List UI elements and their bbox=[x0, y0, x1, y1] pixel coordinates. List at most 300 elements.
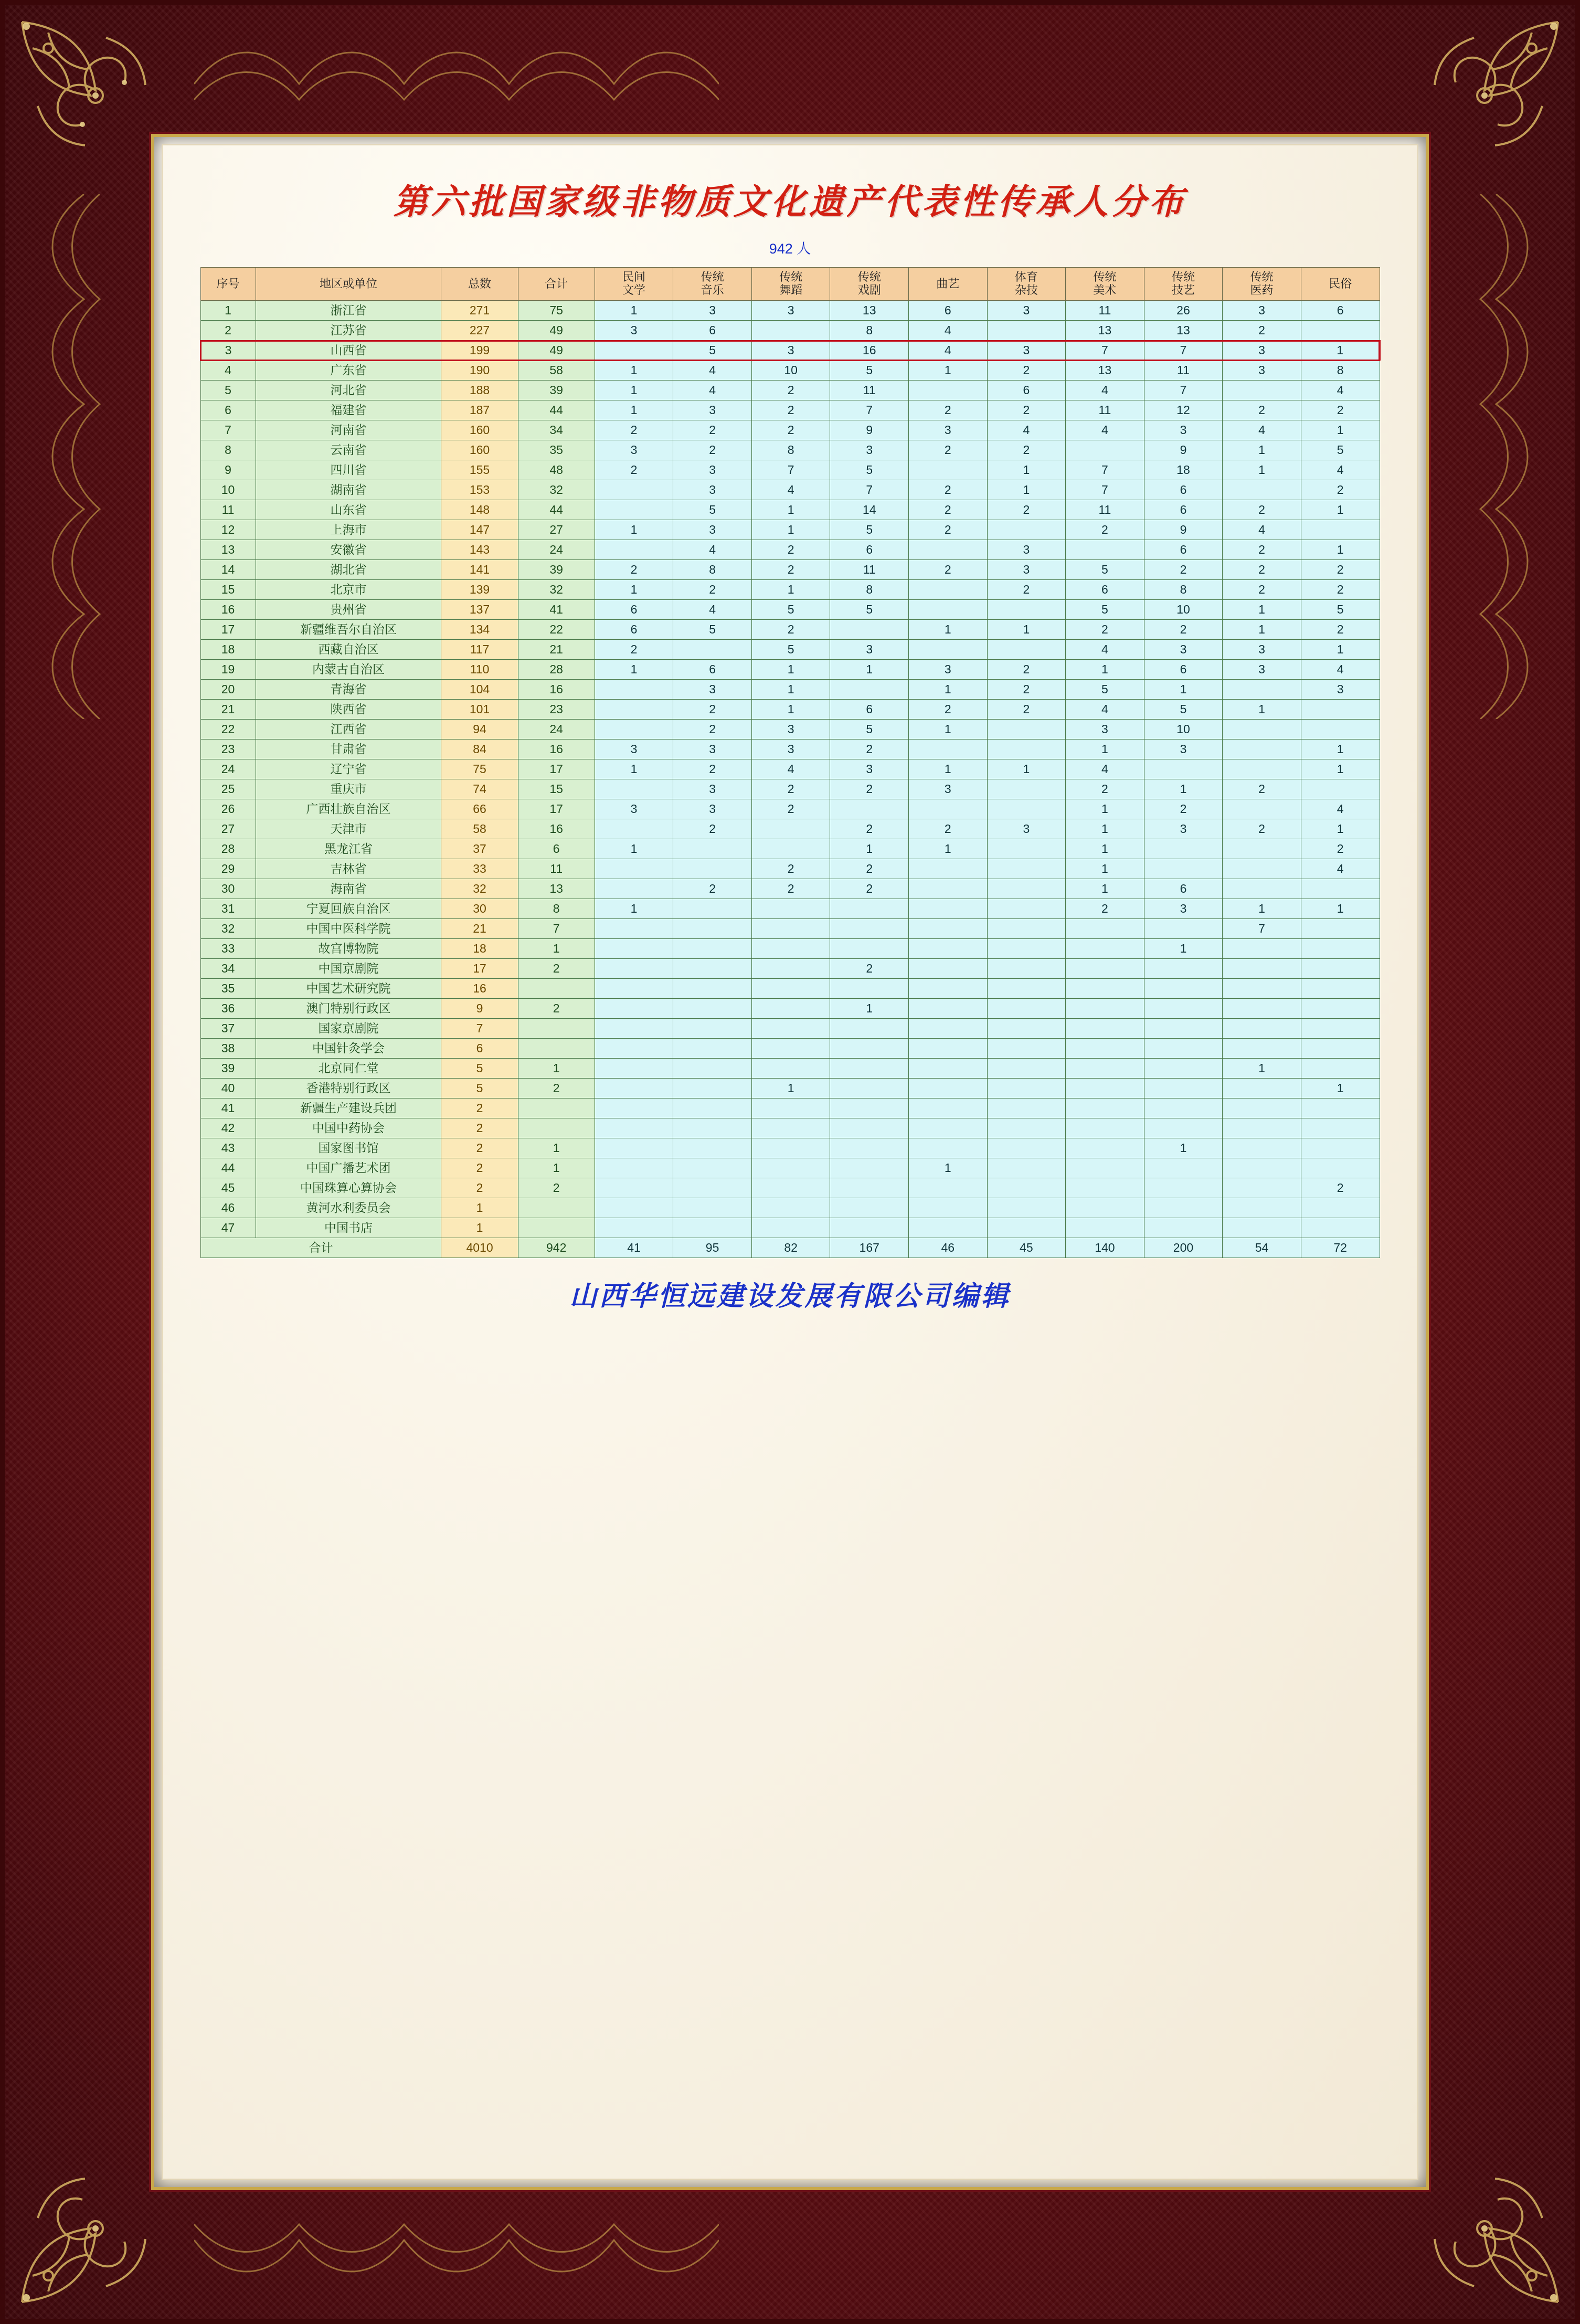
cell-category-0: 1 bbox=[595, 381, 673, 400]
cell-region-name: 故宫博物院 bbox=[256, 939, 441, 959]
cell-category-7 bbox=[1144, 1039, 1223, 1059]
cell-subtotal: 2 bbox=[518, 1178, 595, 1198]
column-header-0 bbox=[200, 268, 256, 301]
cell-index: 33 bbox=[200, 939, 256, 959]
column-header-10 bbox=[1066, 268, 1144, 301]
cell-category-3: 5 bbox=[830, 361, 909, 381]
cell-category-9: 3 bbox=[1301, 680, 1380, 700]
cell-region-name: 辽宁省 bbox=[256, 759, 441, 779]
cell-category-6: 1 bbox=[1066, 819, 1144, 839]
cell-category-0 bbox=[595, 979, 673, 999]
table-row bbox=[200, 381, 1380, 400]
cell-subtotal: 21 bbox=[518, 640, 595, 660]
cell-category-8: 3 bbox=[1223, 361, 1301, 381]
cell-total: 143 bbox=[441, 540, 518, 560]
cell-category-8 bbox=[1223, 879, 1301, 899]
cell-category-2 bbox=[751, 999, 830, 1019]
cell-category-1: 5 bbox=[673, 620, 752, 640]
column-header-line: 文学 bbox=[622, 283, 646, 297]
cell-total: 2 bbox=[441, 1158, 518, 1178]
cell-category-7: 11 bbox=[1144, 361, 1223, 381]
column-header-line: 传统 bbox=[779, 270, 803, 284]
cell-category-0: 1 bbox=[595, 660, 673, 680]
cell-category-3 bbox=[830, 1019, 909, 1039]
cell-category-2: 2 bbox=[751, 879, 830, 899]
cell-category-8 bbox=[1223, 1218, 1301, 1238]
cell-category-2 bbox=[751, 1118, 830, 1138]
cell-category-4 bbox=[909, 381, 988, 400]
footer-category-9: 72 bbox=[1301, 1238, 1380, 1258]
cell-category-5: 4 bbox=[987, 420, 1066, 440]
table-row-highlighted bbox=[200, 341, 1380, 361]
cell-category-7 bbox=[1144, 1158, 1223, 1178]
cell-category-3: 13 bbox=[830, 301, 909, 321]
column-header-line: 美术 bbox=[1093, 283, 1117, 297]
cell-subtotal: 15 bbox=[518, 779, 595, 799]
column-header-13 bbox=[1301, 268, 1380, 301]
cell-category-3: 5 bbox=[830, 460, 909, 480]
cell-category-9 bbox=[1301, 700, 1380, 720]
cell-category-6: 1 bbox=[1066, 799, 1144, 819]
cell-category-0: 3 bbox=[595, 321, 673, 341]
ornament-edge-left bbox=[21, 194, 110, 719]
cell-category-1 bbox=[673, 1059, 752, 1079]
cell-category-3 bbox=[830, 1178, 909, 1198]
cell-category-5: 3 bbox=[987, 341, 1066, 361]
cell-category-8 bbox=[1223, 381, 1301, 400]
cell-category-4: 1 bbox=[909, 839, 988, 859]
cell-region-name: 甘肃省 bbox=[256, 740, 441, 759]
cell-category-6 bbox=[1066, 1138, 1144, 1158]
cell-category-5: 2 bbox=[987, 700, 1066, 720]
cell-region-name: 广东省 bbox=[256, 361, 441, 381]
cell-category-9: 2 bbox=[1301, 560, 1380, 580]
cell-category-4 bbox=[909, 1059, 988, 1079]
cell-category-6: 2 bbox=[1066, 520, 1144, 540]
column-header-line: 序号 bbox=[216, 277, 240, 290]
cell-subtotal: 44 bbox=[518, 500, 595, 520]
cell-category-0: 2 bbox=[595, 560, 673, 580]
cell-category-5 bbox=[987, 859, 1066, 879]
cell-category-1: 8 bbox=[673, 560, 752, 580]
cell-category-1 bbox=[673, 999, 752, 1019]
column-header-line: 民俗 bbox=[1329, 277, 1352, 290]
cell-total: 17 bbox=[441, 959, 518, 979]
cell-category-3: 3 bbox=[830, 759, 909, 779]
cell-category-0 bbox=[595, 859, 673, 879]
cell-subtotal: 13 bbox=[518, 879, 595, 899]
column-header-line: 传统 bbox=[1171, 270, 1195, 284]
cell-category-9: 2 bbox=[1301, 839, 1380, 859]
cell-category-7: 6 bbox=[1144, 660, 1223, 680]
cell-category-1: 2 bbox=[673, 580, 752, 600]
cell-category-5 bbox=[987, 1039, 1066, 1059]
cell-category-3: 7 bbox=[830, 480, 909, 500]
cell-category-9: 4 bbox=[1301, 660, 1380, 680]
cell-category-4: 2 bbox=[909, 400, 988, 420]
cell-category-8: 3 bbox=[1223, 341, 1301, 361]
cell-category-2 bbox=[751, 1198, 830, 1218]
column-header-line: 戏剧 bbox=[857, 283, 881, 297]
cell-category-4: 3 bbox=[909, 660, 988, 680]
table-row bbox=[200, 879, 1380, 899]
cell-region-name: 北京市 bbox=[256, 580, 441, 600]
cell-category-2 bbox=[751, 321, 830, 341]
column-header-2 bbox=[441, 268, 518, 301]
cell-category-8 bbox=[1223, 720, 1301, 740]
cell-index: 22 bbox=[200, 720, 256, 740]
cell-category-0 bbox=[595, 341, 673, 361]
cell-category-0: 6 bbox=[595, 600, 673, 620]
cell-category-1 bbox=[673, 1098, 752, 1118]
cell-category-2 bbox=[751, 1098, 830, 1118]
cell-subtotal: 17 bbox=[518, 759, 595, 779]
table-header-row bbox=[200, 268, 1380, 301]
cell-total: 37 bbox=[441, 839, 518, 859]
cell-total: 74 bbox=[441, 779, 518, 799]
cell-category-9: 1 bbox=[1301, 759, 1380, 779]
cell-category-4: 2 bbox=[909, 480, 988, 500]
cell-region-name: 新疆生产建设兵团 bbox=[256, 1098, 441, 1118]
cell-subtotal: 16 bbox=[518, 680, 595, 700]
cell-category-3: 14 bbox=[830, 500, 909, 520]
cell-category-9: 1 bbox=[1301, 819, 1380, 839]
cell-category-6: 4 bbox=[1066, 420, 1144, 440]
cell-category-2 bbox=[751, 979, 830, 999]
cell-total: 153 bbox=[441, 480, 518, 500]
cell-subtotal: 24 bbox=[518, 720, 595, 740]
footer-label: 合计 bbox=[200, 1238, 441, 1258]
cell-region-name: 新疆维吾尔自治区 bbox=[256, 620, 441, 640]
cell-category-3 bbox=[830, 680, 909, 700]
cell-category-9: 6 bbox=[1301, 301, 1380, 321]
cell-category-1 bbox=[673, 839, 752, 859]
cell-category-1 bbox=[673, 859, 752, 879]
cell-index: 21 bbox=[200, 700, 256, 720]
inner-frame bbox=[151, 134, 1429, 2190]
cell-category-4 bbox=[909, 999, 988, 1019]
cell-category-9 bbox=[1301, 321, 1380, 341]
cell-category-9: 1 bbox=[1301, 640, 1380, 660]
cell-category-6: 2 bbox=[1066, 899, 1144, 919]
table-row bbox=[200, 759, 1380, 779]
table-row bbox=[200, 740, 1380, 759]
cell-category-0: 1 bbox=[595, 899, 673, 919]
cell-category-9: 4 bbox=[1301, 381, 1380, 400]
cell-category-1 bbox=[673, 1158, 752, 1178]
cell-subtotal: 2 bbox=[518, 1079, 595, 1098]
cell-category-3: 5 bbox=[830, 720, 909, 740]
cell-category-6: 4 bbox=[1066, 700, 1144, 720]
cell-category-7 bbox=[1144, 1079, 1223, 1098]
cell-category-7 bbox=[1144, 1098, 1223, 1118]
cell-category-0 bbox=[595, 1019, 673, 1039]
cell-index: 10 bbox=[200, 480, 256, 500]
cell-category-1 bbox=[673, 1218, 752, 1238]
cell-category-3: 2 bbox=[830, 740, 909, 759]
cell-category-9: 1 bbox=[1301, 899, 1380, 919]
cell-category-8: 1 bbox=[1223, 460, 1301, 480]
cell-index: 23 bbox=[200, 740, 256, 759]
cell-subtotal: 16 bbox=[518, 740, 595, 759]
cell-category-0: 3 bbox=[595, 440, 673, 460]
cell-category-3 bbox=[830, 1138, 909, 1158]
cell-total: 104 bbox=[441, 680, 518, 700]
cell-category-0 bbox=[595, 1138, 673, 1158]
table-row bbox=[200, 640, 1380, 660]
cell-total: 66 bbox=[441, 799, 518, 819]
table-row bbox=[200, 520, 1380, 540]
cell-category-0 bbox=[595, 680, 673, 700]
cell-category-2 bbox=[751, 1019, 830, 1039]
cell-category-5 bbox=[987, 600, 1066, 620]
cell-category-9 bbox=[1301, 720, 1380, 740]
cell-category-0 bbox=[595, 540, 673, 560]
cell-category-1: 2 bbox=[673, 440, 752, 460]
cell-category-6: 7 bbox=[1066, 460, 1144, 480]
cell-category-4 bbox=[909, 1019, 988, 1039]
cell-index: 41 bbox=[200, 1098, 256, 1118]
cell-category-6 bbox=[1066, 1098, 1144, 1118]
cell-subtotal: 22 bbox=[518, 620, 595, 640]
table-row bbox=[200, 1198, 1380, 1218]
cell-index: 43 bbox=[200, 1138, 256, 1158]
cell-region-name: 中国广播艺术团 bbox=[256, 1158, 441, 1178]
cell-category-5 bbox=[987, 1178, 1066, 1198]
cell-category-9 bbox=[1301, 999, 1380, 1019]
cell-category-5 bbox=[987, 779, 1066, 799]
cell-category-2: 5 bbox=[751, 640, 830, 660]
cell-category-6: 4 bbox=[1066, 381, 1144, 400]
column-header-line: 杂技 bbox=[1014, 283, 1038, 297]
cell-category-3: 3 bbox=[830, 640, 909, 660]
cell-category-0 bbox=[595, 1118, 673, 1138]
cell-category-0 bbox=[595, 1098, 673, 1118]
cell-category-4: 4 bbox=[909, 321, 988, 341]
cell-category-5 bbox=[987, 979, 1066, 999]
cell-region-name: 河北省 bbox=[256, 381, 441, 400]
cell-region-name: 中国珠算心算协会 bbox=[256, 1178, 441, 1198]
cell-category-2: 5 bbox=[751, 600, 830, 620]
table-row bbox=[200, 580, 1380, 600]
cell-category-1: 4 bbox=[673, 361, 752, 381]
cell-index: 45 bbox=[200, 1178, 256, 1198]
cell-category-8 bbox=[1223, 480, 1301, 500]
cell-subtotal: 49 bbox=[518, 321, 595, 341]
cell-category-0 bbox=[595, 959, 673, 979]
cell-category-1: 3 bbox=[673, 520, 752, 540]
cell-category-4 bbox=[909, 1079, 988, 1098]
column-header-line: 总数 bbox=[468, 277, 492, 290]
cell-category-4 bbox=[909, 979, 988, 999]
cell-category-2 bbox=[751, 899, 830, 919]
cell-category-0: 1 bbox=[595, 361, 673, 381]
cell-subtotal: 27 bbox=[518, 520, 595, 540]
cell-category-9 bbox=[1301, 1198, 1380, 1218]
cell-category-5: 2 bbox=[987, 361, 1066, 381]
table-row bbox=[200, 1019, 1380, 1039]
table-row bbox=[200, 361, 1380, 381]
cell-category-4 bbox=[909, 1198, 988, 1218]
table-row bbox=[200, 1039, 1380, 1059]
cell-category-8 bbox=[1223, 1158, 1301, 1178]
cell-category-2: 3 bbox=[751, 301, 830, 321]
cell-total: 94 bbox=[441, 720, 518, 740]
cell-subtotal: 1 bbox=[518, 1158, 595, 1178]
cell-region-name: 湖南省 bbox=[256, 480, 441, 500]
cell-category-6: 1 bbox=[1066, 859, 1144, 879]
cell-subtotal bbox=[518, 1098, 595, 1118]
column-header-line: 舞蹈 bbox=[779, 283, 803, 297]
cell-category-2 bbox=[751, 959, 830, 979]
cell-category-6: 4 bbox=[1066, 640, 1144, 660]
cell-category-4 bbox=[909, 580, 988, 600]
cell-category-7 bbox=[1144, 1019, 1223, 1039]
cell-category-2: 1 bbox=[751, 1079, 830, 1098]
cell-region-name: 北京同仁堂 bbox=[256, 1059, 441, 1079]
cell-category-0 bbox=[595, 700, 673, 720]
cell-category-9 bbox=[1301, 1059, 1380, 1079]
cell-total: 110 bbox=[441, 660, 518, 680]
cell-region-name: 陕西省 bbox=[256, 700, 441, 720]
cell-category-5 bbox=[987, 999, 1066, 1019]
cell-category-4 bbox=[909, 799, 988, 819]
table-row bbox=[200, 939, 1380, 959]
cell-category-8 bbox=[1223, 1019, 1301, 1039]
cell-category-1: 5 bbox=[673, 500, 752, 520]
cell-category-9 bbox=[1301, 879, 1380, 899]
cell-category-5 bbox=[987, 799, 1066, 819]
cell-category-5: 1 bbox=[987, 460, 1066, 480]
column-header-line: 医药 bbox=[1250, 283, 1274, 297]
cell-subtotal: 1 bbox=[518, 939, 595, 959]
cell-category-9 bbox=[1301, 939, 1380, 959]
cell-index: 44 bbox=[200, 1158, 256, 1178]
table-row bbox=[200, 959, 1380, 979]
page-title: 第六批国家级非物质文化遗产代表性传承人分布 bbox=[393, 181, 1187, 222]
cell-category-5: 3 bbox=[987, 560, 1066, 580]
cell-category-2: 2 bbox=[751, 420, 830, 440]
cell-category-6 bbox=[1066, 440, 1144, 460]
cell-index: 46 bbox=[200, 1198, 256, 1218]
cell-total: 101 bbox=[441, 700, 518, 720]
cell-subtotal: 8 bbox=[518, 899, 595, 919]
cell-category-7: 18 bbox=[1144, 460, 1223, 480]
cell-category-7 bbox=[1144, 919, 1223, 939]
cell-subtotal: 16 bbox=[518, 819, 595, 839]
cell-category-0 bbox=[595, 1079, 673, 1098]
table-row bbox=[200, 301, 1380, 321]
cell-category-5 bbox=[987, 1138, 1066, 1158]
table-row bbox=[200, 799, 1380, 819]
cell-category-4 bbox=[909, 540, 988, 560]
column-header-line: 传统 bbox=[857, 270, 881, 284]
cell-category-8 bbox=[1223, 839, 1301, 859]
cell-total: 75 bbox=[441, 759, 518, 779]
cell-category-8: 1 bbox=[1223, 440, 1301, 460]
cell-category-6 bbox=[1066, 1079, 1144, 1098]
cell-category-6 bbox=[1066, 1158, 1144, 1178]
table-row bbox=[200, 480, 1380, 500]
cell-category-4: 3 bbox=[909, 420, 988, 440]
cell-category-9 bbox=[1301, 959, 1380, 979]
cell-index: 20 bbox=[200, 680, 256, 700]
cell-region-name: 云南省 bbox=[256, 440, 441, 460]
cell-category-9: 1 bbox=[1301, 740, 1380, 759]
cell-category-3 bbox=[830, 979, 909, 999]
cell-category-2: 1 bbox=[751, 580, 830, 600]
table-row bbox=[200, 1218, 1380, 1238]
cell-category-8: 4 bbox=[1223, 520, 1301, 540]
cell-category-2: 2 bbox=[751, 400, 830, 420]
document-paper bbox=[162, 144, 1418, 2180]
cell-category-8 bbox=[1223, 859, 1301, 879]
cell-subtotal: 34 bbox=[518, 420, 595, 440]
cell-category-3: 11 bbox=[830, 381, 909, 400]
cell-category-0: 2 bbox=[595, 640, 673, 660]
cell-category-6: 5 bbox=[1066, 560, 1144, 580]
cell-category-7: 3 bbox=[1144, 740, 1223, 759]
table-row bbox=[200, 1178, 1380, 1198]
cell-category-8 bbox=[1223, 1098, 1301, 1118]
cell-category-8: 2 bbox=[1223, 580, 1301, 600]
cell-category-2 bbox=[751, 839, 830, 859]
cell-category-2: 2 bbox=[751, 779, 830, 799]
cell-subtotal bbox=[518, 1198, 595, 1218]
cell-category-0 bbox=[595, 1218, 673, 1238]
table-row bbox=[200, 560, 1380, 580]
cell-category-4 bbox=[909, 640, 988, 660]
publisher-note: 山西华恒远建设发展有限公司编辑 bbox=[569, 1280, 1011, 1312]
cell-subtotal: 75 bbox=[518, 301, 595, 321]
table-row bbox=[200, 321, 1380, 341]
cell-category-4 bbox=[909, 1098, 988, 1118]
cell-category-1: 5 bbox=[673, 341, 752, 361]
cell-category-5: 2 bbox=[987, 400, 1066, 420]
cell-category-5: 6 bbox=[987, 381, 1066, 400]
cell-category-8: 2 bbox=[1223, 819, 1301, 839]
cell-category-2 bbox=[751, 1059, 830, 1079]
cell-category-1: 3 bbox=[673, 301, 752, 321]
cell-category-9: 2 bbox=[1301, 480, 1380, 500]
cell-category-7 bbox=[1144, 1198, 1223, 1218]
cell-total: 32 bbox=[441, 879, 518, 899]
cell-category-9: 8 bbox=[1301, 361, 1380, 381]
cell-category-5: 1 bbox=[987, 759, 1066, 779]
column-header-line: 曲艺 bbox=[936, 277, 960, 290]
cell-category-4 bbox=[909, 959, 988, 979]
cell-category-3 bbox=[830, 620, 909, 640]
cell-subtotal bbox=[518, 979, 595, 999]
cell-category-4: 1 bbox=[909, 361, 988, 381]
cell-category-2: 4 bbox=[751, 480, 830, 500]
cell-index: 47 bbox=[200, 1218, 256, 1238]
footer-category-4: 46 bbox=[909, 1238, 988, 1258]
cell-category-0 bbox=[595, 919, 673, 939]
cell-category-0: 3 bbox=[595, 740, 673, 759]
column-header-line: 传统 bbox=[1250, 270, 1274, 284]
cell-category-8 bbox=[1223, 799, 1301, 819]
cell-subtotal: 17 bbox=[518, 799, 595, 819]
cell-category-1: 2 bbox=[673, 819, 752, 839]
cell-category-1: 3 bbox=[673, 740, 752, 759]
cell-category-5 bbox=[987, 1059, 1066, 1079]
cell-category-1: 6 bbox=[673, 321, 752, 341]
cell-category-2: 2 bbox=[751, 620, 830, 640]
cell-category-2: 3 bbox=[751, 740, 830, 759]
footer-category-3: 167 bbox=[830, 1238, 909, 1258]
cell-category-8 bbox=[1223, 740, 1301, 759]
